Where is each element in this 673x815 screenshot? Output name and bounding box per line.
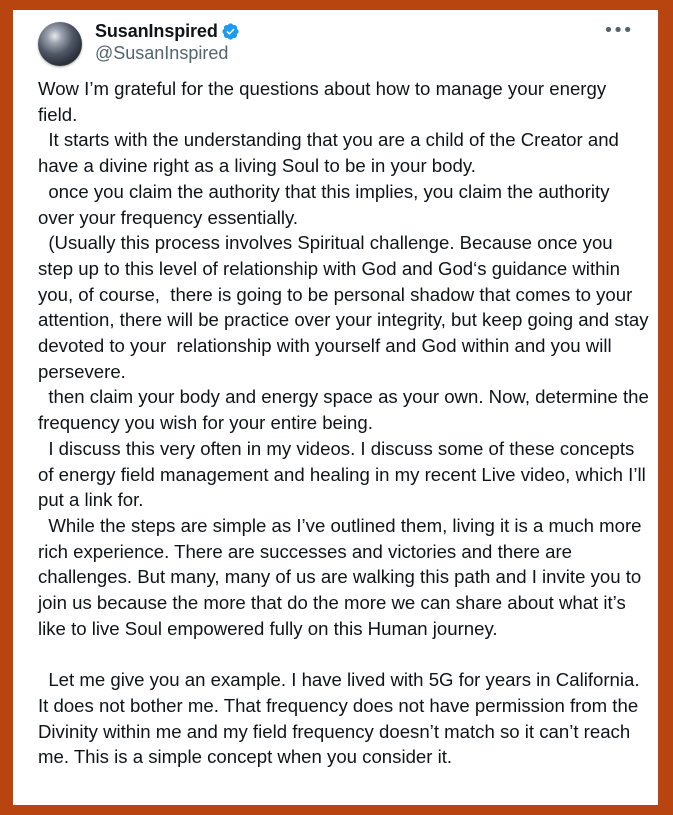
- more-options-icon[interactable]: •••: [603, 20, 632, 41]
- avatar[interactable]: [38, 22, 82, 66]
- tweet-card: [13, 10, 658, 805]
- tweet-paragraph: I discuss this very often in my videos. I discuss some of these concepts of energy field management and healing in my recent Live video, which I’ll put a link for.: [38, 437, 651, 511]
- tweet-text: [38, 76, 655, 770]
- blank-line: [38, 641, 650, 667]
- tweet-header: [13, 10, 658, 80]
- tweet-paragraph: (Usually this process involves Spiritual challenge. Because once you step up to this level of relationship with God and God‘s guidance within you, of course, there is going to be personal shadow that comes to your attention, there will be practice over your integrity, but keep going and stay devoted to your relationship with yourself and God within and you will persevere.: [38, 232, 654, 382]
- tweet-paragraph: Wow I’m grateful for the questions about how to manage your energy field.: [38, 78, 612, 125]
- verified-badge-icon: [221, 22, 240, 41]
- tweet-paragraph: then claim your body and energy space as your own. Now, determine the frequency you wish for your entire being.: [38, 386, 655, 434]
- tweet-paragraph: once you claim the authority that this implies, you claim the authority over your frequency essentially.: [38, 180, 615, 228]
- tweet-paragraph: It starts with the understanding that you are a child of the Creator and have a divine right as a living Soul to be in your body.: [38, 129, 625, 177]
- user-handle[interactable]: @SusanInspired: [95, 43, 229, 63]
- name-row: [95, 21, 240, 42]
- tweet-paragraph: Let me give you an example. I have lived with 5G for years in California. It does not bother me. That frequency does not have permission from the Divinity within me and my field frequency doesn’t match so it can’t reach me. This is a simple concept when you consider it.: [38, 669, 645, 768]
- tweet-paragraph: While the steps are simple as I’ve outlined them, living it is a much more rich experience. There are successes and victories and there are challenges. But many, many of us are walking this path and I invite you to join us because the more that do the more we can share about what it’s like to live Soul empowered fully on this Human journey.: [38, 514, 647, 639]
- display-name[interactable]: SusanInspired: [95, 21, 218, 41]
